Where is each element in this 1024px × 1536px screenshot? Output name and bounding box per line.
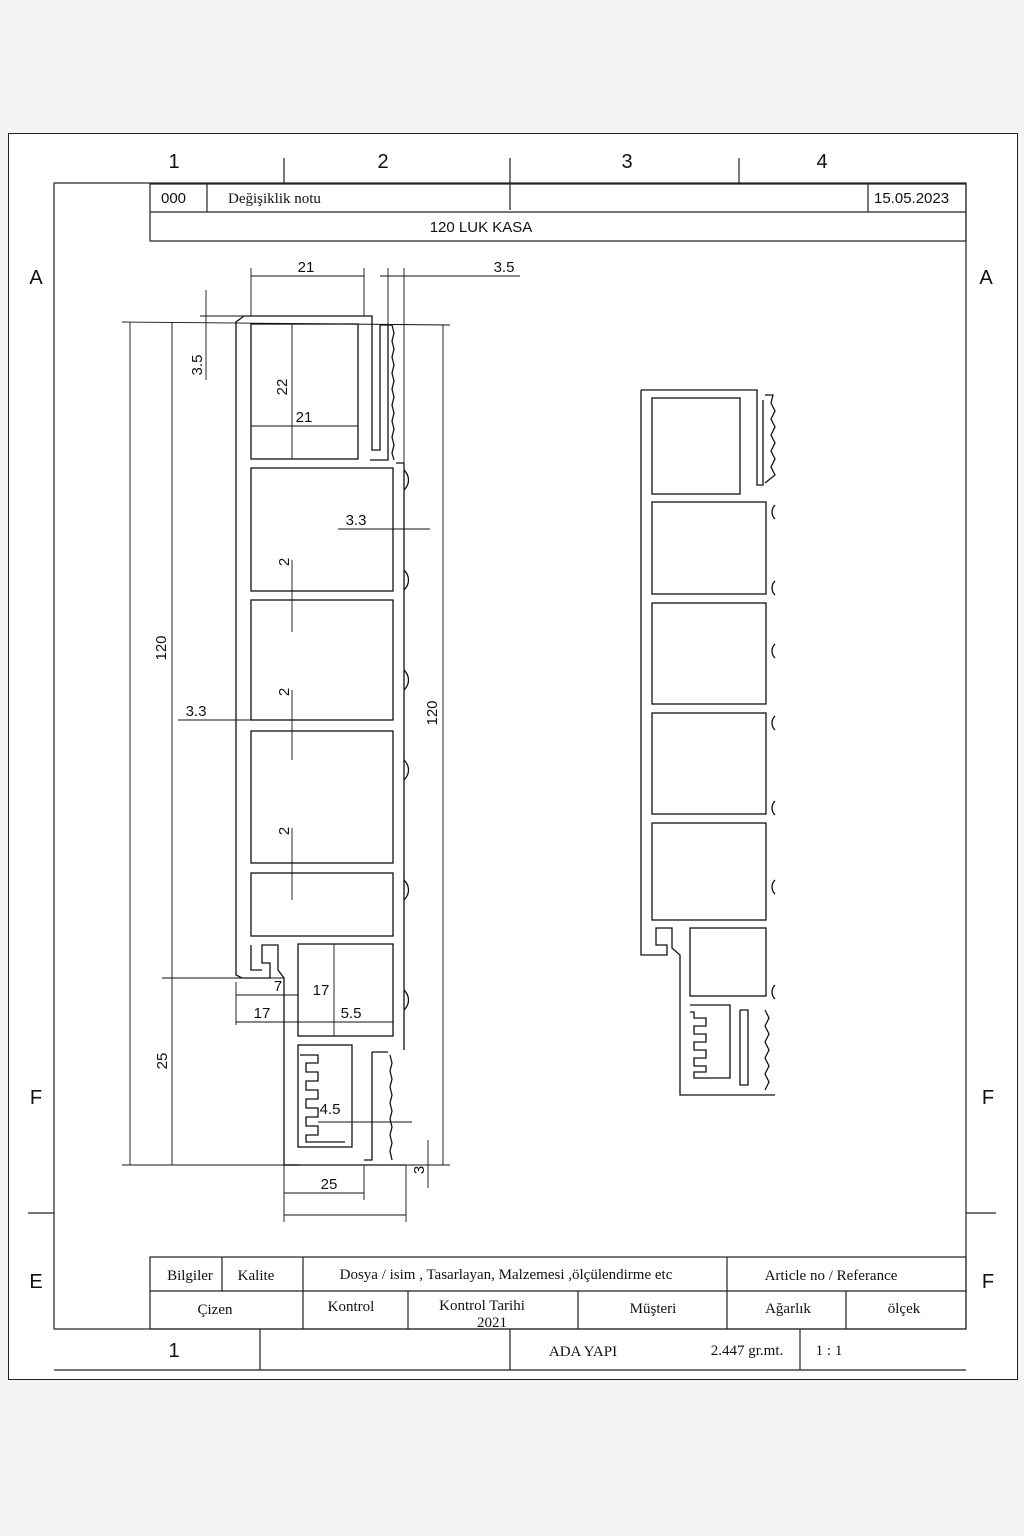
dim-offset: 5.5 xyxy=(340,1005,362,1022)
dim-cell-height: 22 xyxy=(274,378,291,396)
dim-notch: 7 xyxy=(273,978,283,995)
dim-total-right: 120 xyxy=(424,700,441,726)
profile-section-main xyxy=(236,316,409,1165)
dim-top-width: 21 xyxy=(297,259,315,276)
column-label-2: 2 xyxy=(377,151,389,173)
company-name: ADA YAPI xyxy=(548,1344,618,1360)
column-label-1: 1 xyxy=(168,151,180,173)
bilgiler-label: Bilgiler xyxy=(167,1268,213,1284)
revision-number: 000 xyxy=(161,190,187,207)
kontrol-label: Kontrol xyxy=(327,1299,375,1315)
dimension-lines xyxy=(122,268,520,1222)
row-label-left-f: F xyxy=(29,1087,43,1109)
row-label-right-a: A xyxy=(979,267,993,289)
dosya-label: Dosya / isim , Tasarlayan, Malzemesi ,ölçülendirme etc xyxy=(339,1267,673,1283)
kontrol-tarihi-label: Kontrol Tarihi xyxy=(439,1298,525,1314)
bottom-column-label: 1 xyxy=(168,1340,180,1362)
dim-lower-left: 25 xyxy=(154,1052,171,1070)
cizen-label: Çizen xyxy=(197,1302,233,1318)
dim-notch-width: 17 xyxy=(253,1005,271,1022)
row-label-left-e: E xyxy=(29,1271,43,1293)
article-label: Article no / Referance xyxy=(764,1268,898,1284)
scale-value: 1 : 1 xyxy=(815,1343,843,1359)
dim-bottom-lip: 3 xyxy=(411,1165,428,1175)
row-label-right-f2: F xyxy=(981,1271,995,1293)
change-note-label: Değişiklik notu xyxy=(228,191,321,207)
kalite-label: Kalite xyxy=(237,1268,275,1284)
drawing-title: 120 LUK KASA xyxy=(429,219,533,236)
weight-value: 2.447 gr.mt. xyxy=(710,1343,784,1359)
kontrol-year: 2021 xyxy=(477,1315,507,1331)
profile-section-side xyxy=(641,390,775,1095)
dim-cell-width: 21 xyxy=(295,409,313,426)
column-label-4: 4 xyxy=(816,151,828,173)
revision-date: 15.05.2023 xyxy=(874,190,950,207)
drawing-frame xyxy=(28,158,996,1370)
dim-web-2: 2 xyxy=(276,687,293,697)
musteri-label: Müşteri xyxy=(629,1301,677,1317)
dim-tooth: 4.5 xyxy=(319,1101,341,1118)
dim-total-left: 120 xyxy=(153,635,170,661)
dim-bottom-width: 25 xyxy=(320,1176,338,1193)
olcek-label: ölçek xyxy=(887,1301,921,1317)
row-label-right-f: F xyxy=(981,1087,995,1109)
agirlik-label: Ağarlık xyxy=(765,1301,811,1317)
dim-web-3: 2 xyxy=(276,826,293,836)
column-label-3: 3 xyxy=(621,151,633,173)
dim-top-gap: 3.5 xyxy=(493,259,515,276)
dim-wall-left: 3.5 xyxy=(189,354,206,376)
dim-wall-left-2: 3.3 xyxy=(185,703,207,720)
dim-cell-small-height: 17 xyxy=(312,982,330,999)
dim-web-1: 2 xyxy=(276,557,293,567)
dim-wall-right: 3.3 xyxy=(345,512,367,529)
row-label-left-a: A xyxy=(29,267,43,289)
